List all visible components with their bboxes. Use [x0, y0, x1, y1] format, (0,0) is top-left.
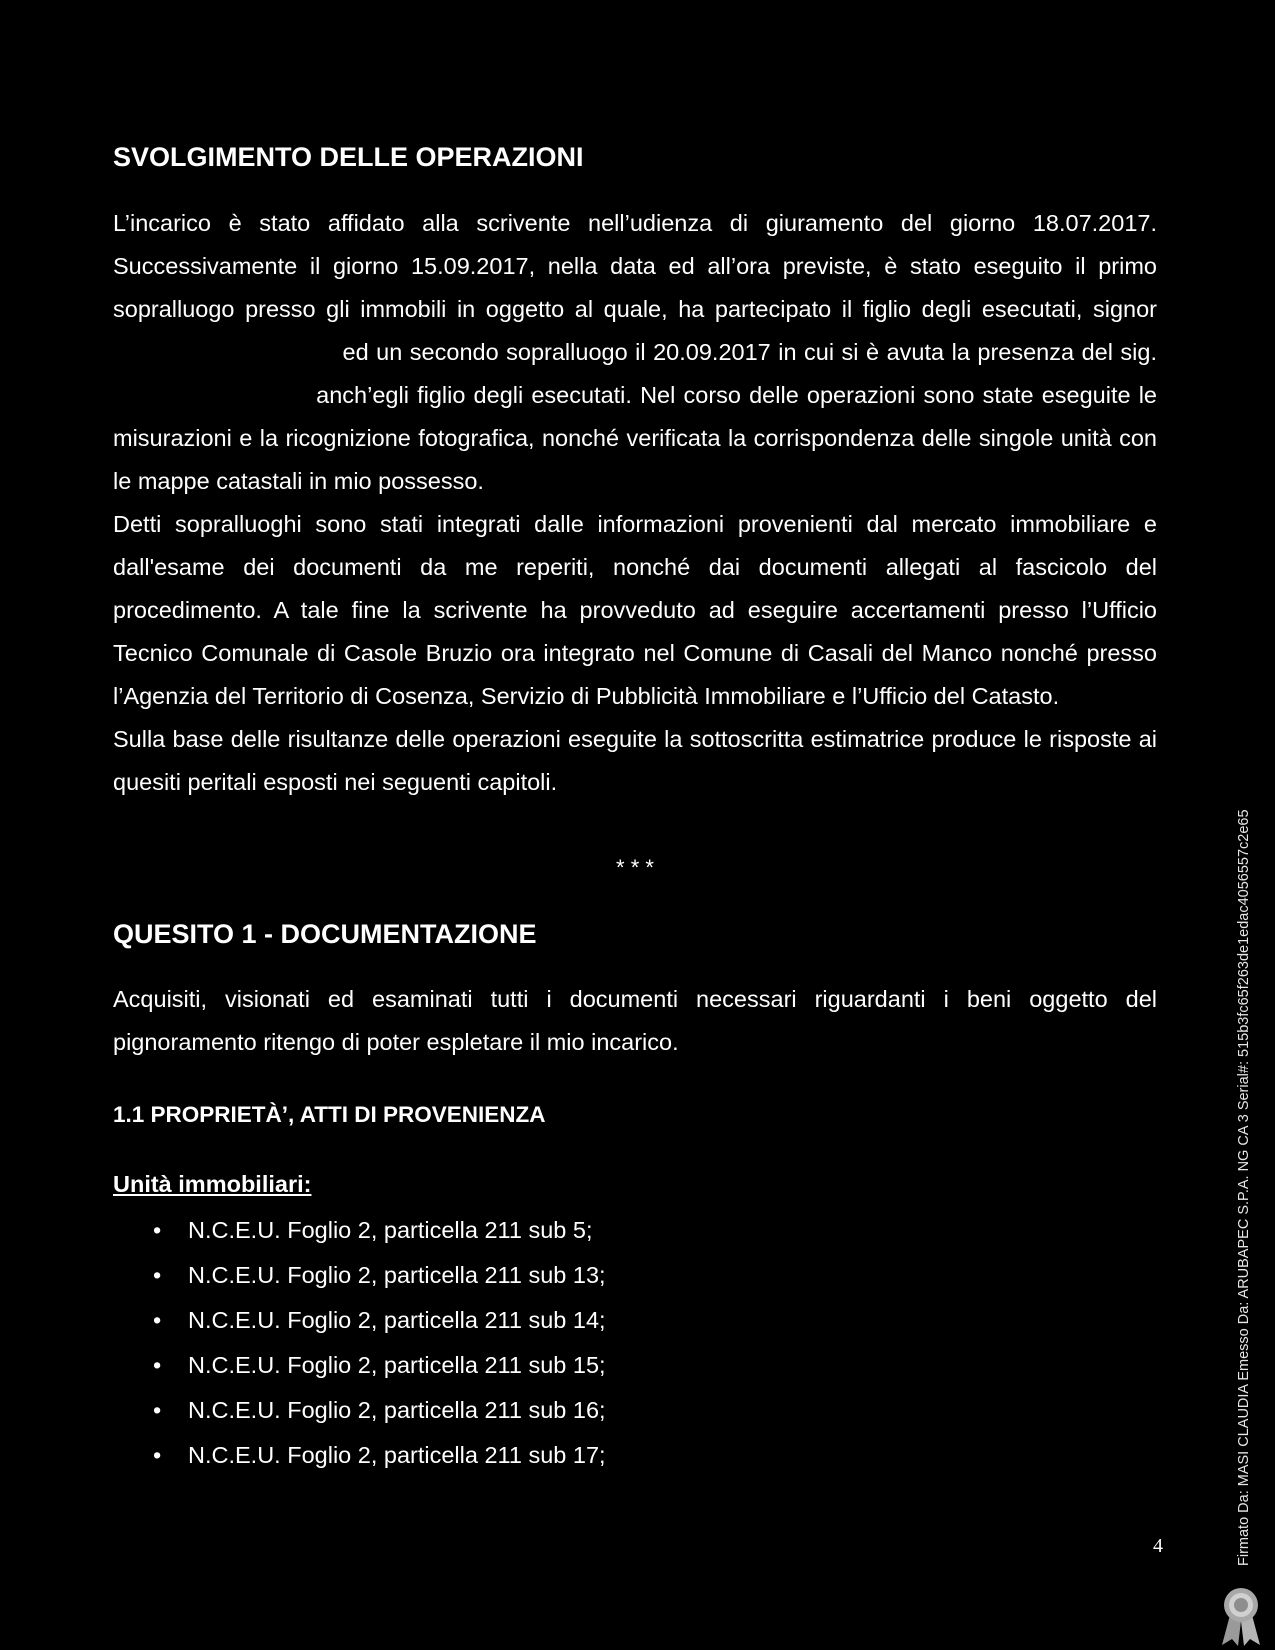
redacted-name-1	[113, 331, 335, 374]
quesito-text	[113, 978, 1157, 1064]
bullet-icon: •	[153, 1352, 162, 1378]
operations-paragraph-2: Detti sopralluoghi sono stati integrati dalle informazioni provenienti dal mercato immobiliare e dall'esame dei documenti da me reperiti, nonché dai documenti allegati al fascicolo del procedimento. A tale fine la scrivente ha provveduto ad eseguire accertamenti presso l’Ufficio Tecnico Comunale di Casole Bruzio ora integrato nel Comune di Casali del Manco nonché presso l’Agenzia del Territorio di Cosenza, Servizio di Pubblicità Immobiliare e l’Ufficio del Catasto.	[113, 511, 1157, 709]
units-list	[113, 1208, 606, 1478]
units-heading: Unità immobiliari:	[113, 1171, 312, 1197]
list-item-text: N.C.E.U. Foglio 2, particella 211 sub 17;	[188, 1442, 606, 1468]
redacted-name-2	[113, 374, 308, 417]
subsection-title: 1.1 PROPRIETÀ’, ATTI DI PROVENIENZA	[113, 1102, 546, 1127]
quesito-title: QUESITO 1 - DOCUMENTAZIONE	[113, 919, 537, 949]
operations-paragraph-3: Sulla base delle risultanze delle operazioni eseguite la sottoscritta estimatrice produce le risposte ai quesiti peritali esposti nei seguenti capitoli.	[113, 726, 1157, 795]
bullet-icon: •	[153, 1442, 162, 1468]
digital-signature-text: Firmato Da: MASI CLAUDIA Emesso Da: ARUBAPEC S.P.A. NG CA 3 Serial#: 515b3fc65f263de1edac4056557c2e65	[1236, 809, 1252, 1566]
operations-text	[113, 202, 1157, 804]
page-number: 4	[1153, 1535, 1163, 1557]
list-item-text: N.C.E.U. Foglio 2, particella 211 sub 5;	[188, 1217, 593, 1243]
bullet-icon: •	[153, 1397, 162, 1423]
certification-seal-icon	[1216, 1585, 1266, 1647]
list-item-text: N.C.E.U. Foglio 2, particella 211 sub 14;	[188, 1307, 606, 1333]
section-separator: * * *	[616, 855, 654, 880]
list-item-text: N.C.E.U. Foglio 2, particella 211 sub 15;	[188, 1352, 606, 1378]
list-item	[113, 1388, 606, 1433]
operations-paragraph-1-part-c: anch’egli figlio degli esecutati. Nel corso delle operazioni sono state eseguite le misurazioni e la ricognizione fotografica, nonché verificata la corrispondenza delle singole unità con le mappe catastali in mio possesso.	[113, 382, 1157, 494]
list-item	[113, 1253, 606, 1298]
list-item	[113, 1343, 606, 1388]
list-item	[113, 1433, 606, 1478]
operations-paragraph-1-part-a: L’incarico è stato affidato alla scrivente nell’udienza di giuramento del giorno 18.07.2017. Successivamente il giorno 15.09.2017, nella data ed all’ora previste, è stato eseguito il primo sopralluogo presso gli immobili in oggetto al quale, ha partecipato il figlio degli esecutati, signor	[113, 210, 1157, 322]
list-item	[113, 1208, 606, 1253]
list-item	[113, 1298, 606, 1343]
bullet-icon: •	[153, 1307, 162, 1333]
list-item-text: N.C.E.U. Foglio 2, particella 211 sub 13;	[188, 1262, 606, 1288]
bullet-icon: •	[153, 1262, 162, 1288]
list-item-text: N.C.E.U. Foglio 2, particella 211 sub 16;	[188, 1397, 606, 1423]
operations-paragraph-1-part-b: ed un secondo sopralluogo il 20.09.2017 in cui si è avuta la presenza del sig.	[342, 339, 1157, 365]
operations-paragraph-1	[113, 202, 1157, 503]
quesito-paragraph: Acquisiti, visionati ed esaminati tutti i documenti necessari riguardanti i beni oggetto del pignoramento ritengo di poter espletare il mio incarico.	[113, 986, 1157, 1055]
bullet-icon: •	[153, 1217, 162, 1243]
section-title: SVOLGIMENTO DELLE OPERAZIONI	[113, 142, 584, 172]
